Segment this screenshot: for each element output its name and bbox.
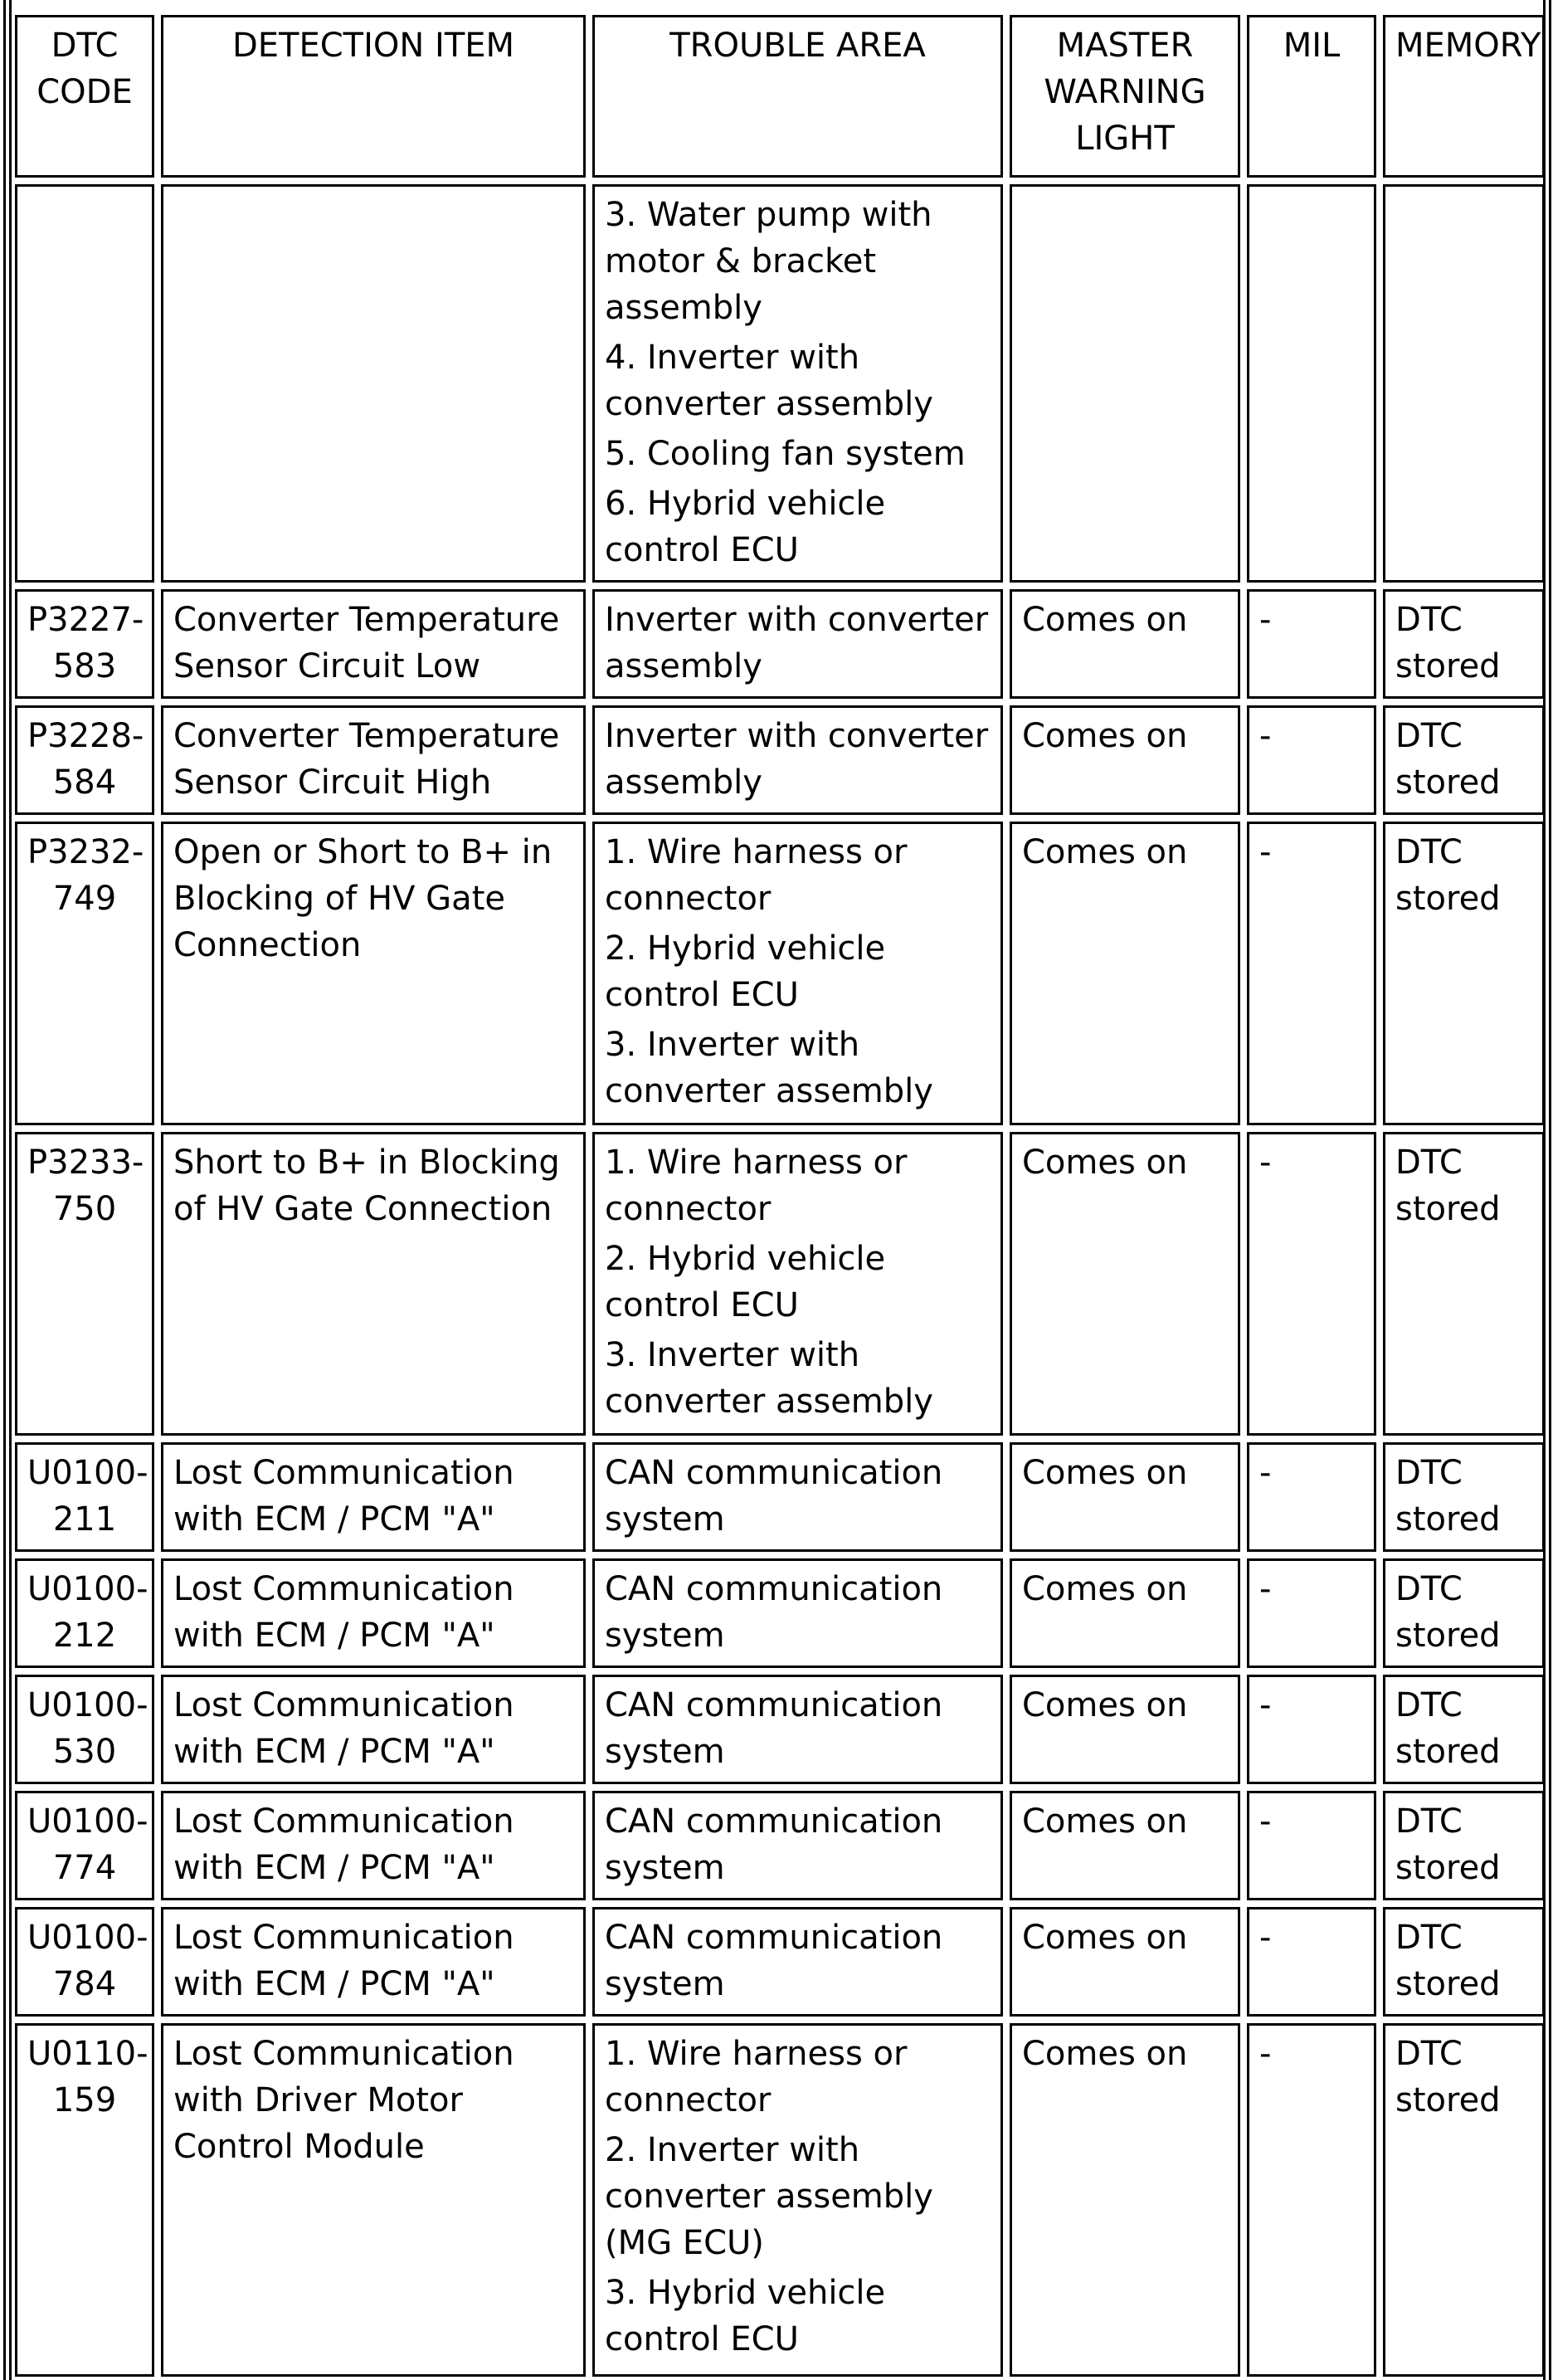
cell-detection: Lost Communication with ECM / PCM "A" [161, 1442, 586, 1552]
trouble-item: Inverter with converter assembly [605, 717, 989, 802]
cell-mil: - [1247, 822, 1376, 1125]
trouble-item: CAN communication system [605, 1570, 943, 1655]
cell-detection: Lost Communication with ECM / PCM "A" [161, 1907, 586, 2017]
table-row [15, 1675, 1545, 1784]
cell-memory: DTC stored [1383, 1442, 1545, 1552]
trouble-item: CAN communication system [605, 1919, 943, 2003]
table-row [15, 1558, 1545, 1668]
cell-trouble-area [592, 822, 1003, 1125]
cell-memory: DTC stored [1383, 1907, 1545, 2017]
cell-detection: Converter Temperature Sensor Circuit High [161, 705, 586, 815]
cell-trouble-area [592, 184, 1003, 583]
cell-mil: - [1247, 1442, 1376, 1552]
table-row [15, 822, 1545, 1125]
header-dtc-code: DTC CODE [15, 15, 154, 178]
cell-master-warning: Comes on [1010, 1907, 1240, 2017]
cell-detection [161, 184, 586, 583]
table-row [15, 1907, 1545, 2017]
continuation-row [15, 184, 1545, 583]
cell-memory: DTC stored [1383, 2023, 1545, 2377]
cell-detection: Lost Communication with Driver Motor Control Module [161, 2023, 586, 2377]
cell-detection: Lost Communication with ECM / PCM "A" [161, 1791, 586, 1900]
header-mil: MIL [1247, 15, 1376, 178]
trouble-item: 5. Cooling fan system [605, 435, 966, 473]
trouble-item: CAN communication system [605, 1802, 943, 1887]
cell-memory: DTC stored [1383, 1132, 1545, 1436]
cell-memory: DTC stored [1383, 705, 1545, 815]
trouble-item: 2. Inverter with converter assembly (MG ECU) [605, 2131, 933, 2262]
trouble-item: 3. Inverter with converter assembly [605, 1336, 933, 1421]
cell-master-warning: Comes on [1010, 1442, 1240, 1552]
cell-code: P3232-749 [15, 822, 154, 1125]
cell-master-warning [1010, 184, 1240, 583]
trouble-item: 2. Hybrid vehicle control ECU [605, 1240, 886, 1324]
cell-trouble-area [592, 1132, 1003, 1436]
header-detection-item: DETECTION ITEM [161, 15, 586, 178]
cell-trouble-area [592, 1558, 1003, 1668]
cell-trouble-area [592, 1907, 1003, 2017]
cell-detection: Lost Communication with ECM / PCM "A" [161, 1675, 586, 1784]
trouble-item: 3. Hybrid vehicle control ECU [605, 2274, 886, 2358]
trouble-item: 1. Wire harness or connector [605, 2035, 908, 2119]
cell-memory: DTC stored [1383, 822, 1545, 1125]
header-row [15, 15, 1545, 178]
cell-memory: DTC stored [1383, 1675, 1545, 1784]
cell-master-warning: Comes on [1010, 1558, 1240, 1668]
cell-detection: Short to B+ in Blocking of HV Gate Connection [161, 1132, 586, 1436]
cell-mil: - [1247, 1132, 1376, 1436]
table-row [15, 589, 1545, 699]
cell-code: P3233-750 [15, 1132, 154, 1436]
cell-detection: Lost Communication with ECM / PCM "A" [161, 1558, 586, 1668]
cell-code: U0100-530 [15, 1675, 154, 1784]
cell-master-warning: Comes on [1010, 1791, 1240, 1900]
cell-code: P3228-584 [15, 705, 154, 815]
cell-code: U0100-774 [15, 1791, 154, 1900]
cell-trouble-area [592, 1675, 1003, 1784]
left-border-rule [3, 0, 6, 2380]
cell-mil: - [1247, 2023, 1376, 2377]
cell-mil [1247, 184, 1376, 583]
cell-master-warning: Comes on [1010, 1132, 1240, 1436]
cell-memory: DTC stored [1383, 1558, 1545, 1668]
cell-memory: DTC stored [1383, 589, 1545, 699]
header-memory: MEMORY [1383, 15, 1545, 178]
cell-master-warning: Comes on [1010, 2023, 1240, 2377]
cell-memory: DTC stored [1383, 1791, 1545, 1900]
cell-trouble-area [592, 1791, 1003, 1900]
cell-trouble-area [592, 2023, 1003, 2377]
cell-mil: - [1247, 589, 1376, 699]
trouble-item: 1. Wire harness or connector [605, 1144, 908, 1228]
header-master-warning-light: MASTER WARNING LIGHT [1010, 15, 1240, 178]
cell-trouble-area [592, 589, 1003, 699]
cell-code: P3227-583 [15, 589, 154, 699]
cell-mil: - [1247, 1907, 1376, 2017]
table-row [15, 1132, 1545, 1436]
cell-master-warning: Comes on [1010, 705, 1240, 815]
cell-mil: - [1247, 1675, 1376, 1784]
cell-trouble-area [592, 705, 1003, 815]
table-row [15, 705, 1545, 815]
trouble-item: 6. Hybrid vehicle control ECU [605, 485, 886, 569]
trouble-item: 3. Water pump with motor & bracket assembly [605, 196, 932, 327]
cell-mil: - [1247, 1791, 1376, 1900]
trouble-item: 3. Inverter with converter assembly [605, 1026, 933, 1110]
cell-master-warning: Comes on [1010, 589, 1240, 699]
table-row [15, 2023, 1545, 2377]
trouble-item: 4. Inverter with converter assembly [605, 339, 933, 423]
cell-code: U0100-784 [15, 1907, 154, 2017]
cell-trouble-area [592, 1442, 1003, 1552]
header-trouble-area: TROUBLE AREA [592, 15, 1003, 178]
cell-master-warning: Comes on [1010, 822, 1240, 1125]
cell-detection: Converter Temperature Sensor Circuit Low [161, 589, 586, 699]
cell-memory [1383, 184, 1545, 583]
dtc-table [8, 8, 1551, 2380]
table-row [15, 1791, 1545, 1900]
cell-master-warning: Comes on [1010, 1675, 1240, 1784]
cell-code: U0100-211 [15, 1442, 154, 1552]
trouble-item: CAN communication system [605, 1454, 943, 1539]
cell-mil: - [1247, 1558, 1376, 1668]
cell-code: U0110-159 [15, 2023, 154, 2377]
trouble-item: CAN communication system [605, 1686, 943, 1771]
cell-code: U0100-212 [15, 1558, 154, 1668]
cell-mil: - [1247, 705, 1376, 815]
cell-detection: Open or Short to B+ in Blocking of HV Gate Connection [161, 822, 586, 1125]
trouble-item: 1. Wire harness or connector [605, 833, 908, 918]
trouble-item: 2. Hybrid vehicle control ECU [605, 929, 886, 1014]
table-row [15, 1442, 1545, 1552]
cell-code [15, 184, 154, 583]
trouble-item: Inverter with converter assembly [605, 601, 989, 685]
